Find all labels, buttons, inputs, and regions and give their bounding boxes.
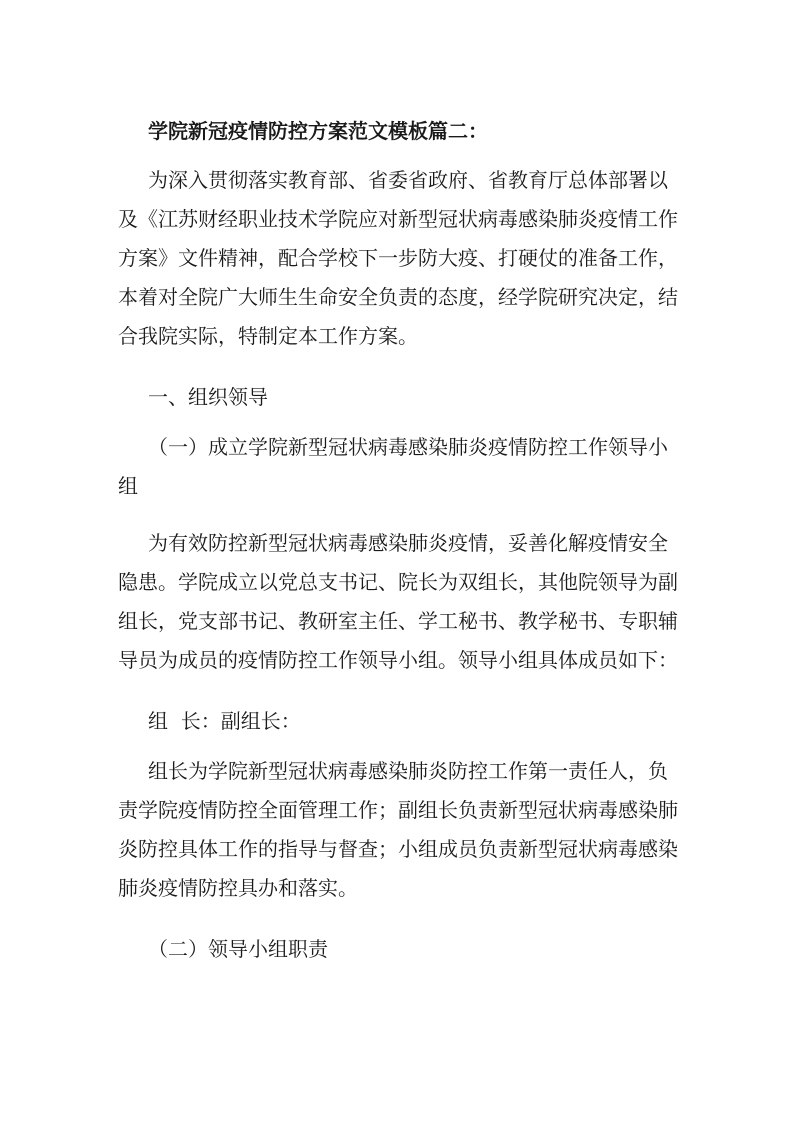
subsection-heading-1-line-1: （一）成立学院新型冠状病毒感染肺炎疫情防控工作领导小 <box>148 435 668 459</box>
leadership-group-paragraph <box>118 524 678 680</box>
leadership-line-4: 导员为成员的疫情防控工作领导小组。领导小组具体成员如下： <box>118 648 678 672</box>
duties-paragraph <box>118 752 678 908</box>
intro-line-3: 方案》文件精神，配合学校下一步防大疫、打硬仗的准备工作， <box>118 246 678 270</box>
section-heading-organization: 一、组织领导 <box>148 385 268 409</box>
intro-line-2: 及《江苏财经职业技术学院应对新型冠状病毒感染肺炎疫情工作 <box>118 207 678 231</box>
leadership-line-2: 隐患。学院成立以党总支书记、院长为双组长，其他院领导为副 <box>118 570 678 594</box>
duties-line-1: 组长为学院新型冠状病毒感染肺炎防控工作第一责任人，负 <box>148 759 668 783</box>
intro-paragraph <box>118 161 678 356</box>
leaders-line: 组 长：副组长： <box>148 709 301 733</box>
intro-line-5: 合我院实际，特制定本工作方案。 <box>118 324 418 348</box>
subsection-heading-2: （二）领导小组职责 <box>148 937 328 961</box>
subsection-heading-1-line-2: 组 <box>118 474 138 498</box>
document-title: 学院新冠疫情防控方案范文模板篇二： <box>148 119 488 143</box>
intro-line-1: 为深入贯彻落实教育部、省委省政府、省教育厅总体部署以 <box>148 168 668 192</box>
duties-line-2: 责学院疫情防控全面管理工作；副组长负责新型冠状病毒感染肺 <box>118 798 678 822</box>
intro-line-4: 本着对全院广大师生生命安全负责的态度，经学院研究决定，结 <box>118 285 678 309</box>
subsection-heading-1 <box>118 428 678 506</box>
leadership-line-1: 为有效防控新型冠状病毒感染肺炎疫情，妥善化解疫情安全 <box>148 531 668 555</box>
leadership-line-3: 组长，党支部书记、教研室主任、学工秘书、教学秘书、专职辅 <box>118 609 678 633</box>
duties-line-3: 炎防控具体工作的指导与督查；小组成员负责新型冠状病毒感染 <box>118 837 678 861</box>
duties-line-4: 肺炎疫情防控具办和落实。 <box>118 876 358 900</box>
